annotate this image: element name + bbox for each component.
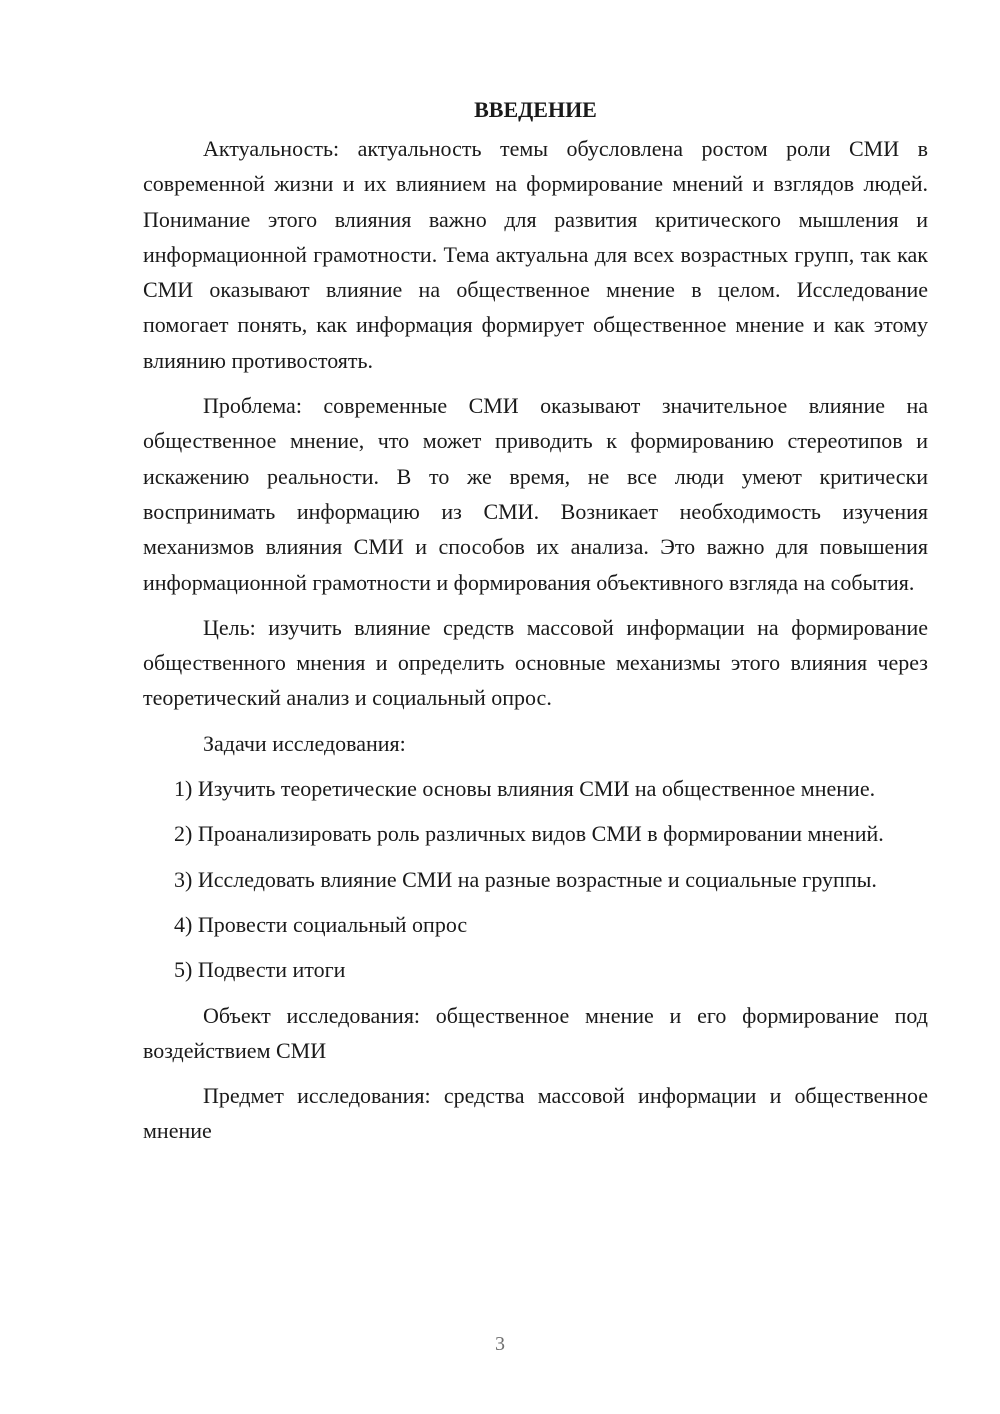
task-item-2: 2) Проанализировать роль различных видов СМИ в формировании мнений. <box>174 821 884 847</box>
research-subject-paragraph: Предмет исследования: средства массовой информации и общественное мнение <box>143 1083 928 1144</box>
task-item-3: 3) Исследовать влияние СМИ на разные возрастные и социальные группы. <box>174 866 877 892</box>
goal-paragraph: Цель: изучить влияние средств массовой информации на формирование общественного мнения и определить основные механизмы этого влияния через теоретический анализ и социальный опрос. <box>143 614 928 711</box>
tasks-heading: Задачи исследования: <box>203 730 406 756</box>
task-item-5: 5) Подвести итоги <box>174 957 346 983</box>
task-item-4: 4) Провести социальный опрос <box>174 911 468 937</box>
relevance-paragraph: Актуальность: актуальность темы обусловлена ростом роли СМИ в современной жизни и их влиянием на формирование мнений и взглядов людей. Понимание этого влияния важно для развития критического мышления и информационной грамотности. Тема актуальна для всех возрастных групп, так как СМИ оказывают влияние на общественное мнение в целом. Исследование помогает понять, как информация формирует общественное мнение и как этому влиянию противостоять. <box>143 136 928 373</box>
page-title: ВВЕДЕНИЕ <box>474 97 597 122</box>
page-number: 3 <box>495 1333 505 1355</box>
problem-paragraph: Проблема: современные СМИ оказывают значительное влияние на общественное мнение, что может приводить к формированию стереотипов и искажению реальности. В то же время, не все люди умеют критически воспринимать информацию из СМИ. Возникает необходимость изучения механизмов влияния СМИ и способов их анализа. Это важно для повышения информационной грамотности и формирования объективного взгляда на события. <box>143 393 928 595</box>
document-page <box>143 92 928 1159</box>
task-item-1: 1) Изучить теоретические основы влияния СМИ на общественное мнение. <box>174 776 876 802</box>
research-object-paragraph: Объект исследования: общественное мнение и его формирование под воздействием СМИ <box>143 1002 928 1063</box>
